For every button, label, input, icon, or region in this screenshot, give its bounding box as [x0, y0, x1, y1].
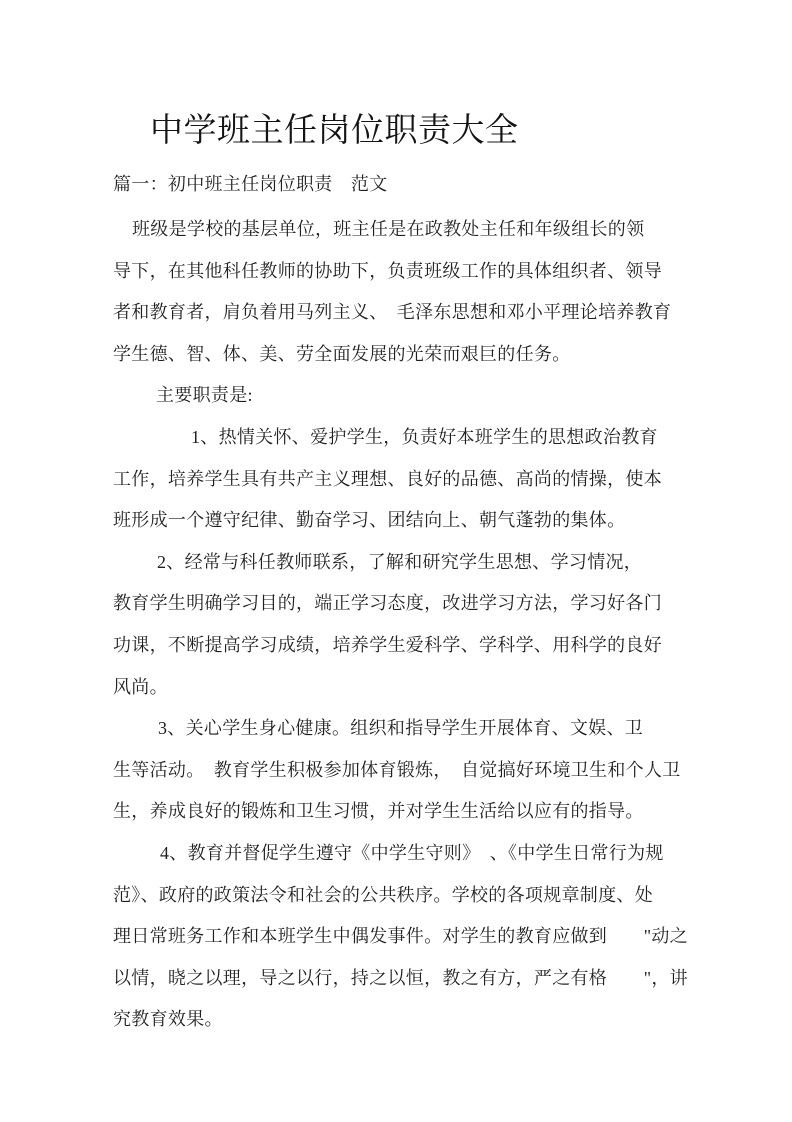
- text-line: 理日常班务工作和本班学生中偶发事件。对学生的教育应做到 "动之: [113, 926, 688, 947]
- text-line: 生等活动。 教育学生积极参加体育锻炼， 自觉搞好环境卫生和个人卫: [113, 759, 681, 780]
- document-title: 中学班主任岗位职责大全: [150, 113, 519, 149]
- text-line: 究教育效果。: [113, 1009, 223, 1030]
- text-line: 班形成一个遵守纪律、勤奋学习、团结向上、朝气蓬勃的集体。: [113, 510, 626, 531]
- text-line: 1、热情关怀、爱护学生，负责好本班学生的思想政治教育: [191, 426, 658, 447]
- text-line: 3、关心学生身心健康。组织和指导学生开展体育、文娱、卫: [158, 718, 644, 739]
- text-line: 范》、政府的政策法令和社会的公共秩序。学校的各项规章制度、处: [113, 884, 653, 905]
- text-line: 2、经常与科任教师联系，了解和研究学生思想、学习情况，: [157, 551, 643, 572]
- text-line: 工作，培养学生具有共产主义理想、良好的品德、高尚的情操，使本: [113, 468, 662, 489]
- text-line: 生，养成良好的锻炼和卫生习惯，并对学生生活给以应有的指导。: [113, 801, 644, 822]
- text-line: 学生德、智、体、美、劳全面发展的光荣而艰巨的任务。: [113, 343, 571, 364]
- document-subtitle: 篇一：初中班主任岗位职责 范文: [113, 174, 388, 194]
- text-line: 班级是学校的基层单位，班主任是在政教处主任和年级组长的领: [132, 219, 645, 239]
- text-line: 教育学生明确学习目的，端正学习态度，改进学习方法，学习好各门: [113, 593, 662, 614]
- document-body: [113, 209, 688, 1041]
- text-line: 功课，不断提高学习成绩，培养学生爱科学、学科学、用科学的良好: [113, 634, 662, 655]
- text-line: 者和教育者，肩负着用马列主义、 毛泽东思想和邓小平理论培养教育: [113, 302, 672, 323]
- text-line: 风尚。: [113, 676, 168, 697]
- text-line: 4、教育并督促学生遵守《中学生守则》 、《中学生日常行为规: [160, 842, 664, 863]
- text-line: 以情，晓之以理，导之以行，持之以恒，教之有方，严之有格 "，讲: [113, 967, 688, 988]
- text-line: 主要职责是:: [156, 385, 253, 406]
- text-line: 导下，在其他科任教师的协助下，负责班级工作的具体组织者、领导: [113, 260, 662, 281]
